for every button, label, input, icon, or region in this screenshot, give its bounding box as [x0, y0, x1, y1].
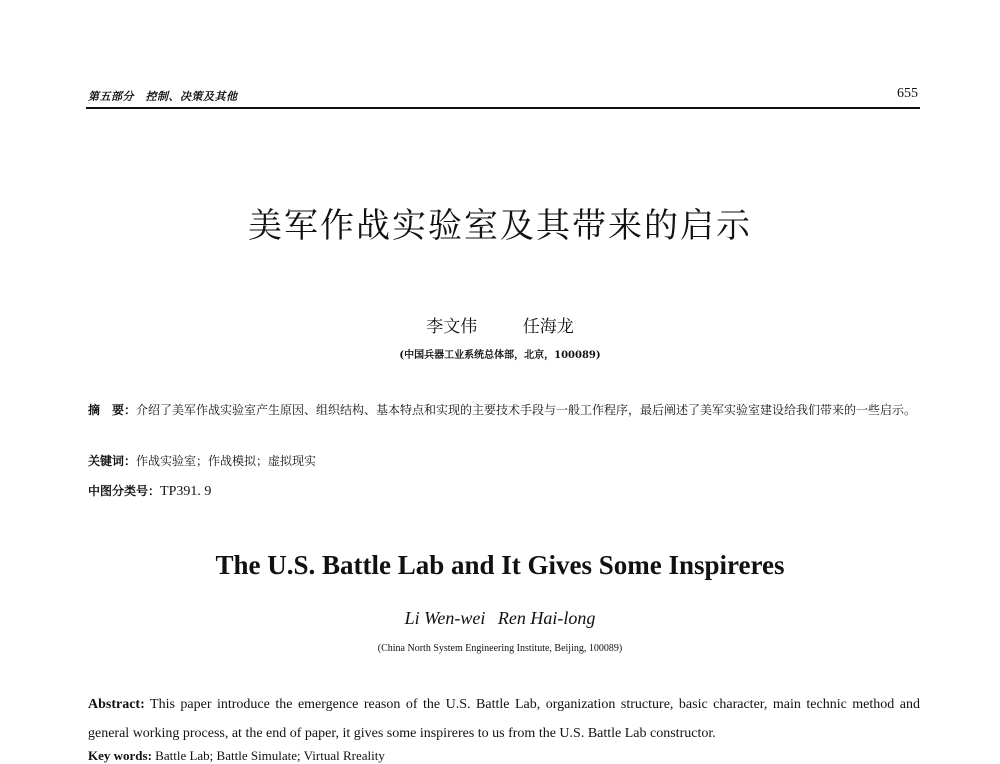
header-divider — [86, 107, 920, 109]
english-authors — [0, 608, 1000, 629]
chinese-classification — [88, 482, 211, 500]
english-author-2: Ren Hai-long — [497, 608, 596, 628]
english-abstract-label: Abstract: — [88, 697, 145, 712]
chinese-classification-code: TP391. 9 — [160, 484, 212, 499]
chinese-abstract-text: 介绍了美军作战实验室产生原因、组织结构、基本特点和实现的主要技术手段与一般工作程序，最后阐述了美军实验室建设给我们带来的一些启示。 — [136, 403, 917, 417]
chinese-author-1: 李文伟 — [426, 317, 478, 337]
chinese-classification-label: 中图分类号： — [88, 484, 161, 498]
english-keywords — [88, 748, 385, 764]
chinese-title: 美军作战实验室及其带来的启示 — [248, 206, 752, 246]
chinese-keywords — [88, 452, 316, 469]
english-keywords-text: Battle Lab; Battle Simulate; Virtual Rreality — [155, 748, 385, 763]
english-abstract — [88, 690, 920, 748]
section-title: 第五部分 控制、决策及其他 — [88, 90, 238, 103]
chinese-keywords-label: 关键词： — [88, 454, 137, 468]
chinese-abstract — [88, 398, 918, 422]
chinese-authors — [0, 312, 1000, 337]
page-number: 655 — [897, 86, 918, 101]
chinese-author-2: 任海龙 — [522, 317, 574, 337]
english-author-1: Li Wen-wei — [404, 608, 486, 628]
english-keywords-label: Key words: — [88, 748, 152, 763]
running-header — [88, 86, 918, 106]
english-abstract-text: This paper introduce the emergence reason of the U.S. Battle Lab, organization structure, basic character, main technic method and general working process, at the end of paper, it gives some inspireres to us from the U.S. Battle Lab constructor. — [88, 697, 921, 741]
chinese-keywords-text: 作战实验室；作战模拟；虚拟现实 — [136, 454, 317, 468]
english-title: The U.S. Battle Lab and It Gives Some Inspireres — [215, 550, 785, 580]
english-affiliation: (China North System Engineering Institute, Beijing, 100089) — [377, 643, 623, 654]
chinese-affiliation: (中国兵器工业系统总体部，北京，100089) — [399, 350, 601, 361]
chinese-abstract-label: 摘 要： — [88, 403, 137, 417]
